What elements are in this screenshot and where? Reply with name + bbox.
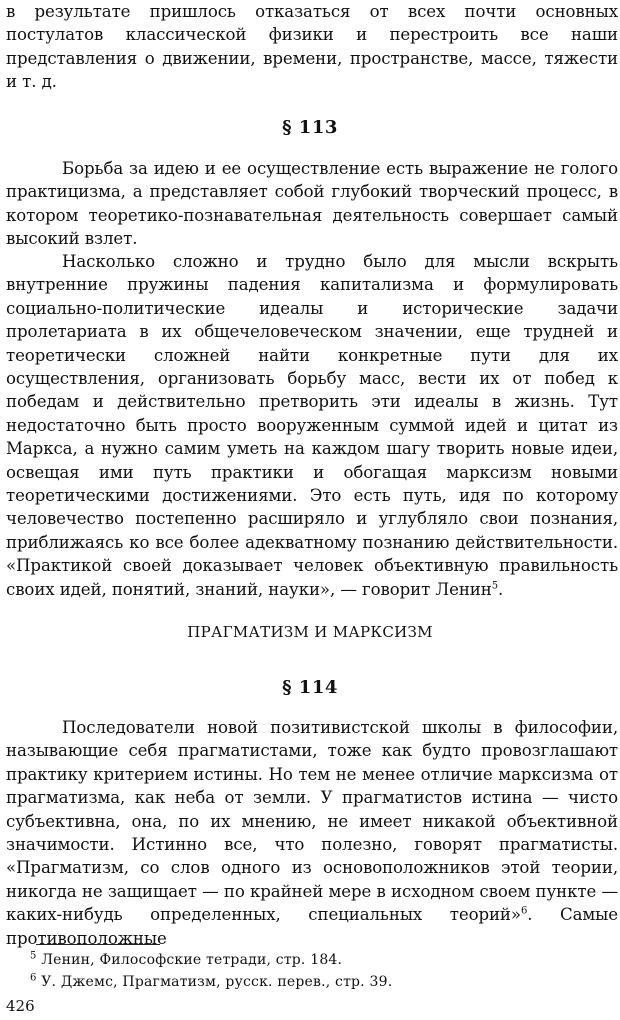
footnote-6: [30, 972, 610, 992]
section-113-paragraph-1: [6, 157, 618, 251]
footnote-5: [30, 950, 610, 970]
section-113-paragraph-2-text: Насколько сложно и трудно было для мысли вскрыть внутренние пружины падения капитализма и формулировать социально-политические идеалы и исторические задачи пролетариата в их общечеловеческом значении, еще трудней и теоретически сложней найти конкретные пути для их осуществления, организовать борьбу масс, вести их от побед к победам и действительно претворить эти идеалы в жизнь. Тут недостаточно быть просто вооруженным суммой идей и цитат из Маркса, а нужно самим уметь на каждом шагу творить новые идеи, освещая ими путь практики и обогащая марксизм новыми теоретическими достижениями. Это есть путь, идя по которому человечество постепенно расширяло и углубляло свои познания, приближаясь ко все более адекватному познанию действительности. «Практикой своей доказывает человек объективную правильность своих идей, понятий, знаний, науки», — говорит Ленин: [6, 252, 618, 599]
footnote-reference-6[interactable]: 6: [520, 905, 528, 917]
page-number: 426: [6, 997, 35, 1015]
section-113-heading: § 113: [282, 117, 338, 138]
section-114-paragraph-1-text: Последователи новой позитивистской школы в философии, называющие себя прагматистами, тоже как будто провозглашают практику критерием истины. Но тем не менее отличие марксизма от прагматизма, как неба от земли. У прагматистов истина — чисто субъективна, она, по их мнению, не имеет никакой объективной значимости. Истинно все, что полезно, говорят прагматисты. «Прагматизм, со слов одного из основоположников этой теории, никогда не защищает — по крайней мере в исходном своем пункте — каких-нибудь определенных, специальных теорий»: [6, 718, 618, 925]
footnote-6-text: У. Джемс, Прагматизм, русск. перев., стр. 39.: [41, 974, 393, 990]
footnote-divider: [36, 944, 160, 945]
footnote-reference-5[interactable]: 5: [491, 580, 498, 592]
chapter-heading: ПРАГМАТИЗМ И МАРКСИЗМ: [187, 623, 433, 641]
section-113-paragraph-2-end: .: [497, 579, 504, 599]
section-113-paragraph-2: [6, 250, 618, 601]
footnote-5-mark: 5: [30, 950, 37, 962]
section-113-paragraph-1-text: Борьба за идею и ее осуществление есть выражение не голого практицизма, а представляет собой глубокий творческий процесс, в котором теоретико-познавательная деятельность совершает самый высокий взлет.: [6, 159, 618, 249]
top-paragraph: [6, 0, 618, 94]
footnote-6-mark: 6: [30, 972, 37, 984]
section-114-paragraph-1-end: . Самые противоположные: [6, 905, 618, 948]
footnote-5-text: Ленин, Философские тетради, стр. 184.: [41, 952, 343, 968]
top-paragraph-text: в результате пришлось отказаться от всех почти основных постулатов классической физики и перестроить все наши представления о движении, времени, пространстве, массе, тяжести и т. д.: [6, 2, 618, 92]
section-114-heading: § 114: [282, 677, 338, 698]
section-114-paragraph-1: [6, 716, 618, 950]
